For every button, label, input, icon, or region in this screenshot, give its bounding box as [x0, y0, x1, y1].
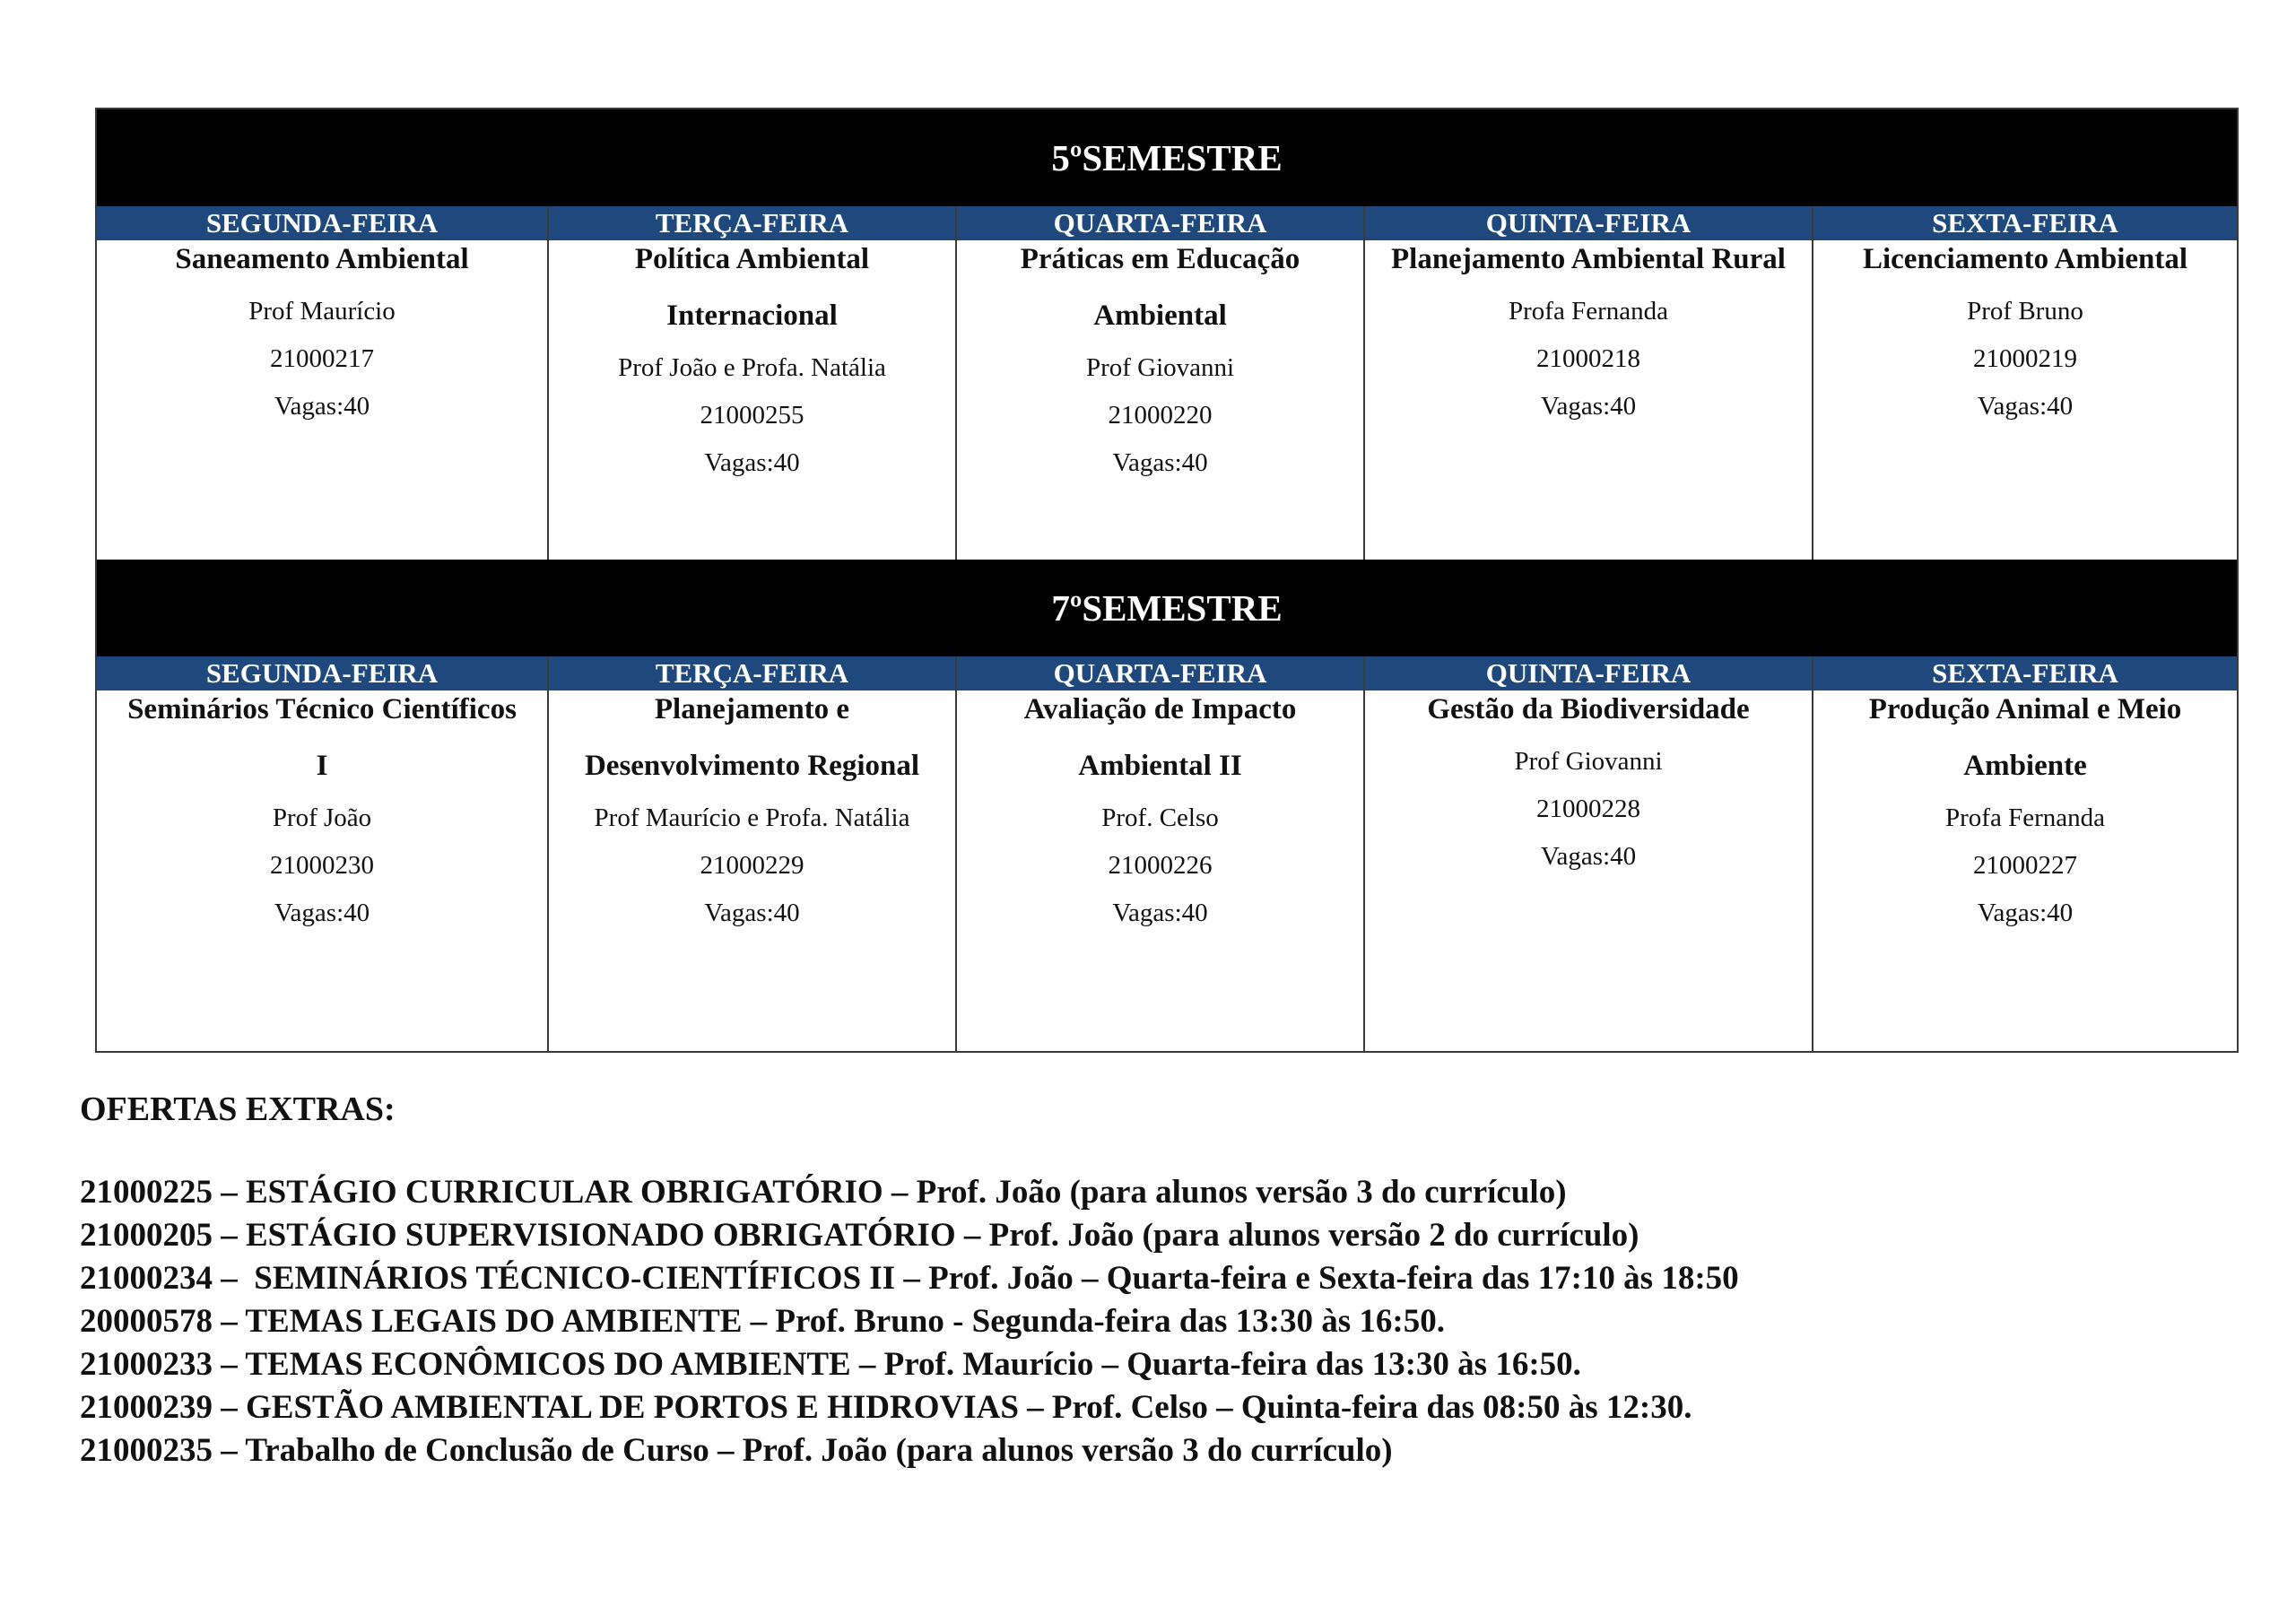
course-professor: Prof Maurício e Profa. Natália [594, 803, 910, 832]
course-vacancies: Vagas:40 [1540, 392, 1637, 421]
extra-offers-title: OFERTAS EXTRAS: [80, 1090, 396, 1128]
course-professor: Prof Bruno [1967, 297, 2083, 326]
course-cell [1813, 690, 2237, 1051]
course-cell [549, 690, 957, 1051]
course-vacancies: Vagas:40 [704, 448, 800, 477]
extra-offer-item: 21000235 – Trabalho de Conclusão de Curso – Prof. João (para alunos versão 3 do currículo) [80, 1432, 1393, 1469]
course-professor: Prof. Celso [1101, 803, 1219, 832]
course-professor: Profa Fernanda [1509, 297, 1668, 326]
course-cell [1365, 240, 1813, 560]
weekday-header: QUINTA-FEIRA [1365, 206, 1813, 240]
course-cell [97, 690, 549, 1051]
weekday-header: QUARTA-FEIRA [957, 206, 1365, 240]
course-code: 21000226 [1108, 851, 1213, 880]
course-professor: Profa Fernanda [1945, 803, 2105, 832]
course-vacancies: Vagas:40 [274, 392, 370, 421]
course-vacancies: Vagas:40 [1540, 842, 1637, 871]
extra-offer-item: 21000225 – ESTÁGIO CURRICULAR OBRIGATÓRIO – Prof. João (para alunos versão 3 do currículo) [80, 1174, 1567, 1211]
course-name: Planejamento e [654, 693, 850, 725]
weekday-header: TERÇA-FEIRA [549, 206, 957, 240]
course-name-line2: Ambiente [1963, 750, 2087, 782]
course-name: Política Ambiental [634, 243, 870, 275]
course-name-line2: Ambiental [1093, 300, 1227, 332]
course-name: Gestão da Biodiversidade [1427, 693, 1750, 725]
course-code: 21000228 [1536, 795, 1640, 823]
course-name: Planejamento Ambiental Rural [1391, 243, 1786, 275]
extra-offer-item: 21000205 – ESTÁGIO SUPERVISIONADO OBRIGATÓRIO – Prof. João (para alunos versão 2 do currículo) [80, 1217, 1639, 1254]
semester-header: 5ºSEMESTRE [97, 109, 2237, 206]
extra-offer-item: 21000233 – TEMAS ECONÔMICOS DO AMBIENTE – Prof. Maurício – Quarta-feira das 13:30 às 16:50. [80, 1346, 1581, 1383]
course-row [97, 690, 2237, 1051]
course-row [97, 240, 2237, 560]
course-professor: Prof João e Profa. Natália [618, 353, 886, 382]
extra-offer-item: 21000239 – GESTÃO AMBIENTAL DE PORTOS E HIDROVIAS – Prof. Celso – Quinta-feira das 08:50 às 12:30. [80, 1389, 1692, 1426]
course-cell [957, 690, 1365, 1051]
course-vacancies: Vagas:40 [1112, 448, 1208, 477]
weekday-header: TERÇA-FEIRA [549, 656, 957, 690]
weekday-header: SEGUNDA-FEIRA [97, 206, 549, 240]
course-code: 21000230 [270, 851, 374, 880]
course-vacancies: Vagas:40 [1977, 392, 2074, 421]
course-code: 21000229 [700, 851, 804, 880]
course-code: 21000219 [1973, 344, 2077, 373]
course-name: Licenciamento Ambiental [1862, 243, 2188, 275]
extra-offer-item: 21000234 – SEMINÁRIOS TÉCNICO-CIENTÍFICOS II – Prof. João – Quarta-feira e Sexta-feira das 17:10 às 18:50 [80, 1260, 1739, 1297]
extra-offers-list [80, 1171, 1739, 1472]
course-code: 21000255 [700, 401, 804, 430]
course-name-line2: Ambiental II [1078, 750, 1242, 782]
course-code: 21000227 [1973, 851, 2077, 880]
course-cell [1365, 690, 1813, 1051]
course-vacancies: Vagas:40 [274, 899, 370, 927]
course-vacancies: Vagas:40 [704, 899, 800, 927]
course-professor: Prof Giovanni [1514, 747, 1663, 776]
course-name-line2: Internacional [666, 300, 838, 332]
course-cell [97, 240, 549, 560]
semester-header: 7ºSEMESTRE [97, 560, 2237, 656]
course-name: Saneamento Ambiental [175, 243, 469, 275]
course-code: 21000220 [1108, 401, 1213, 430]
extra-offer-item: 20000578 – TEMAS LEGAIS DO AMBIENTE – Prof. Bruno - Segunda-feira das 13:30 às 16:50. [80, 1303, 1445, 1340]
course-name: Avaliação de Impacto [1023, 693, 1297, 725]
course-name: Práticas em Educação [1020, 243, 1300, 275]
weekday-header: SEGUNDA-FEIRA [97, 656, 549, 690]
course-name-line2: I [316, 750, 328, 782]
weekday-header: QUINTA-FEIRA [1365, 656, 1813, 690]
course-cell [1813, 240, 2237, 560]
schedule-table [95, 108, 2239, 1053]
course-code: 21000217 [270, 344, 374, 373]
course-name: Seminários Técnico Científicos [127, 693, 517, 725]
course-code: 21000218 [1536, 344, 1640, 373]
weekday-header: QUARTA-FEIRA [957, 656, 1365, 690]
course-vacancies: Vagas:40 [1977, 899, 2074, 927]
course-professor: Prof Maurício [248, 297, 396, 326]
course-name-line2: Desenvolvimento Regional [584, 750, 920, 782]
extra-offers [80, 1085, 1739, 1472]
course-name: Produção Animal e Meio [1868, 693, 2182, 725]
weekday-header: SEXTA-FEIRA [1932, 657, 2118, 689]
course-vacancies: Vagas:40 [1112, 899, 1208, 927]
course-cell [957, 240, 1365, 560]
course-professor: Prof Giovanni [1085, 353, 1235, 382]
weekday-header: SEXTA-FEIRA [1932, 207, 2118, 239]
course-professor: Prof João [272, 803, 372, 832]
course-cell [549, 240, 957, 560]
